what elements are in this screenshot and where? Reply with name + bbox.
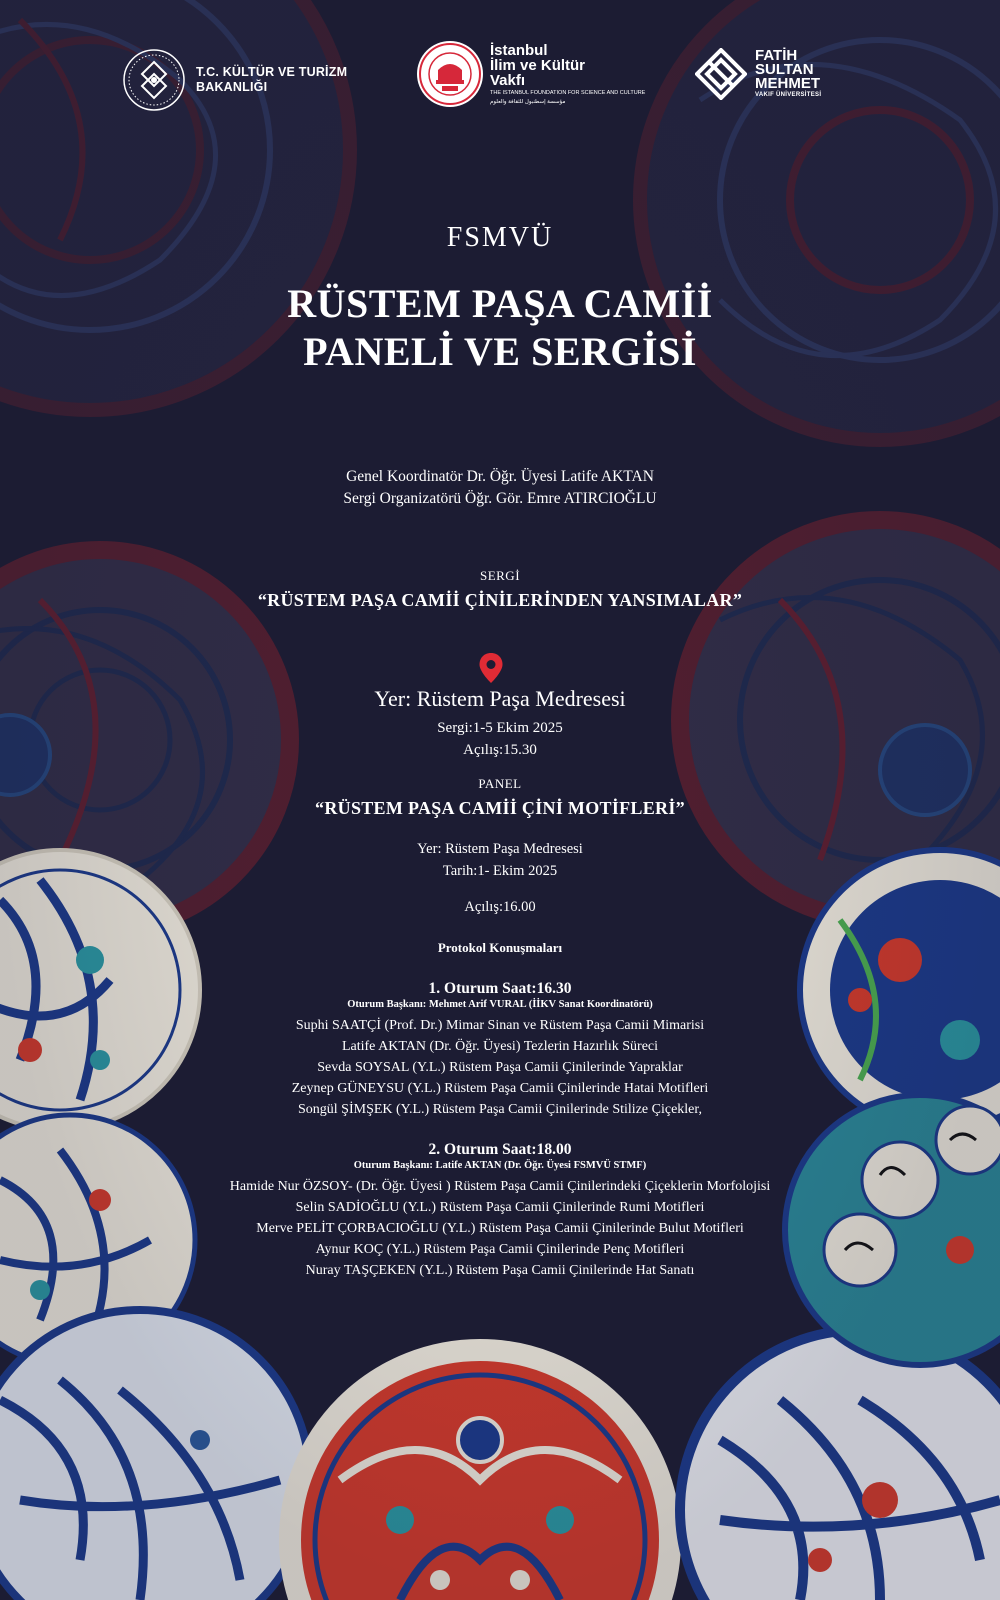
panel-venue-block bbox=[150, 838, 850, 882]
panel-title: “RÜSTEM PAŞA CAMİİ ÇİNİ MOTİFLERİ” bbox=[315, 798, 685, 818]
panel-label: PANEL bbox=[478, 776, 522, 791]
kultur-bakanligi-emblem-icon bbox=[122, 48, 186, 112]
iikv-line2: İlim ve Kültür bbox=[490, 56, 586, 74]
protocol-speeches: Protokol Konuşmaları bbox=[437, 940, 563, 955]
iikv-sub-ar: مؤسسة إسطنبول للثقافة والعلوم bbox=[490, 98, 566, 105]
title-line1: RÜSTEM PAŞA CAMİİ bbox=[287, 281, 713, 326]
title-line2: PANELİ VE SERGİSİ bbox=[303, 329, 697, 374]
fsm-line4: VAKIF ÜNİVERSİTESİ bbox=[755, 92, 822, 98]
panel-date: Tarih:1- Ekim 2025 bbox=[442, 863, 558, 879]
iikv-seal-icon bbox=[416, 40, 484, 108]
organizer-abbrev: FSMVÜ bbox=[446, 222, 554, 253]
general-coordinator: Genel Koordinatör Dr. Öğr. Üyesi Latife AKTAN bbox=[346, 468, 654, 485]
fsm-logo bbox=[695, 48, 821, 100]
panel-opening: Açılış:16.00 bbox=[464, 899, 536, 915]
exhibition-date: Sergi:1-5 Ekim 2025 bbox=[437, 720, 563, 736]
session-2-talks bbox=[150, 1176, 850, 1281]
fsm-logo-icon bbox=[695, 48, 747, 100]
exhibition-venue: Yer: Rüstem Paşa Medresesi bbox=[374, 686, 626, 711]
location-pin-icon bbox=[478, 652, 504, 684]
list-item: Hamide Nur ÖZSOY- (Dr. Öğr. Üyesi ) Rüstem Paşa Camii Çinilerindeki Çiçeklerin Morfolojisi bbox=[229, 1179, 771, 1194]
list-item: Latife AKTAN (Dr. Öğr. Üyesi) Tezlerin Hazırlık Süreci bbox=[341, 1039, 659, 1054]
iikv-sub-en: THE ISTANBUL FOUNDATION FOR SCIENCE AND CULTURE bbox=[490, 89, 646, 96]
exhibition-opening: Açılış:15.30 bbox=[463, 742, 537, 758]
list-item: Merve PELİT ÇORBACIOĞLU (Y.L.) Rüstem Paşa Camii Çinilerinde Bulut Motifleri bbox=[256, 1221, 744, 1236]
iikv-logo bbox=[416, 40, 645, 108]
list-item: Sevda SOYSAL (Y.L.) Rüstem Paşa Camii Çinilerinde Yapraklar bbox=[317, 1060, 683, 1075]
fsm-line2: SULTAN bbox=[755, 61, 814, 78]
list-item: Nuray TAŞÇEKEN (Y.L.) Rüstem Paşa Camii Çinilerinde Hat Sanatı bbox=[305, 1263, 695, 1278]
exhibition-organizer: Sergi Organizatörü Öğr. Gör. Emre ATIRCIOĞLU bbox=[343, 490, 657, 507]
coordinators bbox=[150, 466, 850, 510]
list-item: Aynur KOÇ (Y.L.) Rüstem Paşa Camii Çinilerinde Penç Motifleri bbox=[315, 1242, 685, 1257]
session-1-talks bbox=[150, 1015, 850, 1120]
iikv-line3: Vakfı bbox=[490, 71, 526, 89]
iikv-name-block bbox=[490, 43, 645, 106]
list-item: Suphi SAATÇİ (Prof. Dr.) Mimar Sinan ve Rüstem Paşa Camii Mimarisi bbox=[295, 1018, 705, 1033]
panel-venue: Yer: Rüstem Paşa Medresesi bbox=[417, 841, 583, 857]
page-title bbox=[150, 280, 850, 376]
list-item: Zeynep GÜNEYSU (Y.L.) Rüstem Paşa Camii Çinilerinde Hatai Motifleri bbox=[291, 1081, 709, 1096]
exhibition-schedule bbox=[150, 717, 850, 761]
list-item: Songül ŞİMŞEK (Y.L.) Rüstem Paşa Camii Çinilerinde Stilize Çiçekler, bbox=[298, 1102, 702, 1117]
iikv-line1: İstanbul bbox=[490, 41, 548, 59]
session-2-chair: Oturum Başkanı: Latife AKTAN (Dr. Öğr. Üyesi FSMVÜ STMF) bbox=[353, 1160, 647, 1171]
kultur-bakanligi-logo bbox=[122, 48, 347, 112]
kultur-bakanligi-name bbox=[196, 65, 347, 95]
kultur-line2: BAKANLIĞI bbox=[196, 80, 268, 94]
session-2-heading: 2. Oturum Saat:18.00 bbox=[428, 1141, 572, 1158]
logo-bar bbox=[0, 40, 1000, 130]
fsm-name-block bbox=[755, 49, 821, 99]
session-1-heading: 1. Oturum Saat:16.30 bbox=[428, 980, 572, 997]
list-item: Selin SADİOĞLU (Y.L.) Rüstem Paşa Camii Çinilerinde Rumi Motifleri bbox=[295, 1200, 705, 1215]
fsm-line3: MEHMET bbox=[755, 75, 820, 92]
exhibition-label: SERGİ bbox=[479, 568, 521, 583]
kultur-line1: T.C. KÜLTÜR VE TURİZM bbox=[196, 65, 348, 79]
fsm-line1: FATİH bbox=[755, 47, 798, 64]
exhibition-title: “RÜSTEM PAŞA CAMİİ ÇİNİLERİNDEN YANSIMALAR” bbox=[257, 590, 743, 610]
session-1-chair: Oturum Başkanı: Mehmet Arif VURAL (İİKV Sanat Koordinatörü) bbox=[347, 999, 653, 1010]
